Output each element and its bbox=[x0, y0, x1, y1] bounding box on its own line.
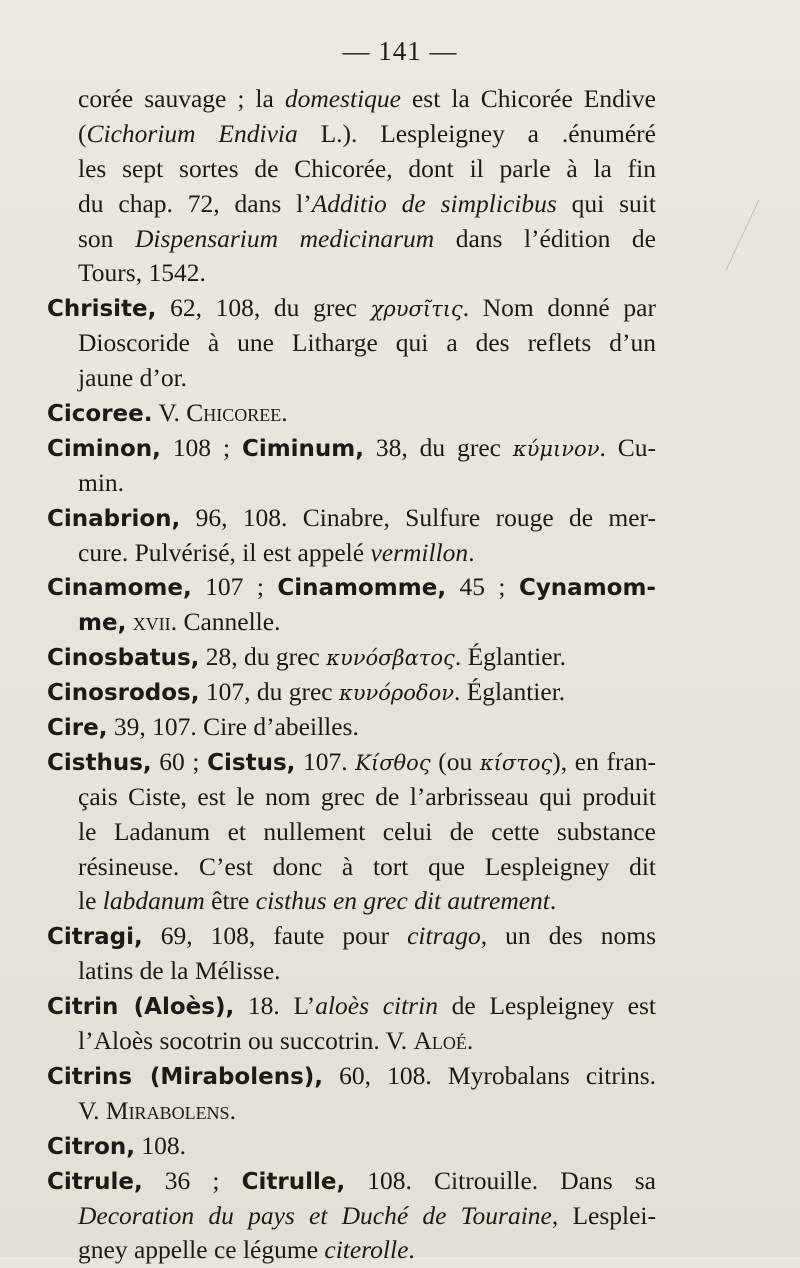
text-run: . bbox=[468, 537, 475, 567]
text-run: , Lesplei- bbox=[551, 1200, 656, 1230]
headword: Citragi, bbox=[47, 924, 143, 951]
text-run: Dioscoride à une Litharge qui a des reflets d’un bbox=[78, 328, 656, 358]
text-line bbox=[78, 1094, 656, 1129]
text-run: V. bbox=[152, 398, 187, 428]
headword: me, bbox=[78, 610, 127, 637]
greek-term: κυνόροδον bbox=[338, 681, 454, 706]
text-run: latins de la Mélisse. bbox=[78, 956, 281, 986]
greek-term: κίστος bbox=[479, 750, 553, 775]
headword: Cisthus, bbox=[47, 749, 152, 776]
text-run: qui suit bbox=[556, 188, 656, 218]
cross-reference: Chicoree bbox=[186, 398, 282, 428]
text-run: . bbox=[466, 1026, 474, 1056]
text-line bbox=[78, 117, 656, 152]
entry-line bbox=[47, 291, 656, 326]
italic-text: citerolle bbox=[324, 1235, 409, 1265]
page-number: — 141 — bbox=[342, 36, 458, 66]
text-run: ), en fran- bbox=[552, 746, 657, 776]
headword: Citrin (Aloès), bbox=[47, 994, 235, 1021]
cross-reference: Aloé bbox=[413, 1026, 467, 1056]
text-line bbox=[78, 815, 656, 850]
entry-line bbox=[47, 570, 656, 605]
greek-term: Κίσθος bbox=[355, 750, 431, 775]
text-run: gney appelle ce légume bbox=[78, 1235, 325, 1265]
entry-line bbox=[47, 919, 656, 954]
text-line bbox=[78, 884, 656, 919]
headword: Cistus, bbox=[207, 749, 296, 776]
entry-line bbox=[47, 745, 656, 780]
headword: Cynamom- bbox=[518, 575, 656, 602]
text-run: 108. Citrouille. Dans sa bbox=[345, 1165, 657, 1195]
headword: Cire, bbox=[47, 715, 108, 742]
text-run: 60 ; bbox=[151, 746, 208, 776]
text-line bbox=[78, 1199, 656, 1234]
text-run: . Nom donné par bbox=[462, 293, 656, 323]
cross-reference: Mirabolens bbox=[105, 1095, 230, 1125]
text-run: 38, du grec bbox=[364, 432, 513, 462]
text-run: . Églantier. bbox=[454, 642, 566, 672]
headword: Chrisite, bbox=[47, 296, 157, 323]
text-run: son bbox=[78, 223, 135, 253]
entry-line bbox=[47, 710, 656, 745]
text-run: l’Aloès socotrin ou succotrin. V. bbox=[78, 1026, 414, 1056]
text-run: est la Chicorée Endive bbox=[400, 84, 656, 113]
text-run: 62, 108, du grec bbox=[156, 293, 371, 323]
text-run: cure. Pulvérisé, il est appelé bbox=[78, 537, 371, 567]
text-line bbox=[78, 82, 656, 117]
text-line bbox=[78, 326, 656, 361]
italic-text: aloès citrin bbox=[315, 991, 438, 1021]
text-run: 96, 108. Cinabre, Sulfure rouge de mer- bbox=[180, 502, 656, 532]
bleed-through-mark bbox=[726, 200, 780, 270]
text-run: 18. L’ bbox=[234, 991, 316, 1021]
text-run: de Lespleigney est bbox=[437, 991, 657, 1021]
entry-line bbox=[47, 396, 656, 431]
text-run: . bbox=[549, 886, 557, 916]
greek-term: κυνόσβατος bbox=[326, 646, 455, 671]
text-run: résineuse. C’est donc à tort que Lespleigney dit bbox=[78, 851, 656, 881]
text-run: . bbox=[408, 1235, 415, 1265]
text-line bbox=[78, 536, 656, 571]
headword: Ciminon, bbox=[47, 435, 161, 462]
headword: Cinosrodos, bbox=[47, 680, 200, 707]
text-run: ( bbox=[78, 118, 87, 148]
headword: Cinosbatus, bbox=[47, 645, 200, 672]
text-run: le bbox=[78, 886, 103, 916]
text-line bbox=[78, 222, 656, 257]
text-run: Tours, 1542. bbox=[78, 258, 206, 288]
text-line bbox=[78, 152, 656, 187]
italic-text: labdanum bbox=[102, 886, 205, 916]
italic-text: vermillon bbox=[370, 537, 469, 567]
entry-line bbox=[47, 501, 656, 536]
text-line bbox=[78, 187, 656, 222]
text-run: . bbox=[281, 398, 288, 428]
text-run: 39, 107. Cire d’abeilles. bbox=[107, 712, 359, 742]
greek-term: κύμινον bbox=[512, 436, 600, 461]
text-run: . Cannelle. bbox=[170, 607, 281, 637]
text-line bbox=[78, 256, 656, 291]
italic-text: domestique bbox=[284, 84, 401, 113]
text-line bbox=[78, 1233, 656, 1268]
headword: Ciminum, bbox=[241, 435, 365, 462]
text-run: 45 ; bbox=[446, 572, 519, 602]
text-run: corée sauvage ; la bbox=[78, 84, 285, 113]
entry-line bbox=[47, 1164, 656, 1199]
text-run: 108. bbox=[135, 1130, 187, 1160]
headword: Cinamomme, bbox=[277, 575, 447, 602]
text-run: . Cu- bbox=[599, 432, 656, 462]
text-line bbox=[78, 466, 656, 501]
italic-text: Dispensarium medicinarum bbox=[134, 223, 435, 253]
text-run: jaune d’or. bbox=[78, 363, 188, 393]
text-line bbox=[78, 1024, 656, 1059]
text-run: dans l’édition de bbox=[434, 223, 656, 253]
entry-line bbox=[47, 431, 656, 466]
cross-reference: xvii bbox=[132, 607, 171, 637]
greek-term: χρυσῖτις bbox=[370, 297, 463, 322]
text-line bbox=[78, 361, 656, 396]
text-run: min. bbox=[78, 467, 125, 497]
text-run: être bbox=[204, 886, 256, 916]
text-run: 36 ; bbox=[142, 1165, 242, 1195]
italic-text: cisthus en grec dit autrement bbox=[255, 886, 550, 916]
text-run: V. bbox=[78, 1095, 106, 1125]
text-run: du chap. 72, dans l’ bbox=[78, 188, 312, 218]
text-line bbox=[78, 605, 656, 640]
italic-text: Cichorium Endivia bbox=[86, 118, 298, 148]
text-line bbox=[78, 954, 656, 989]
headword: Citrule, bbox=[47, 1168, 143, 1195]
entry-line bbox=[47, 640, 656, 675]
text-line bbox=[78, 780, 656, 815]
headword: Citron, bbox=[47, 1133, 136, 1160]
italic-text: Additio de simplicibus bbox=[311, 188, 557, 218]
text-line bbox=[78, 850, 656, 885]
headword: Cicoree. bbox=[47, 401, 153, 428]
text-run: 28, du grec bbox=[199, 642, 327, 672]
text-run: les sept sortes de Chicorée, dont il parle à la fin bbox=[78, 153, 656, 183]
text-run: 60, 108. Myrobalans citrins. bbox=[323, 1060, 656, 1090]
text-run: (ou bbox=[430, 746, 480, 776]
headword: Cinamome, bbox=[47, 575, 192, 602]
text-run: 69, 108, faute pour bbox=[142, 921, 408, 951]
headword: Citrulle, bbox=[241, 1168, 346, 1195]
italic-text: Decoration du pays et Duché de Touraine bbox=[78, 1200, 552, 1230]
text-run: un des noms bbox=[487, 921, 656, 951]
entry-line bbox=[47, 989, 656, 1024]
text-run: çais Ciste, est le nom grec de l’arbrisseau qui produit bbox=[78, 781, 656, 811]
text-run: . Églantier. bbox=[453, 677, 566, 707]
text-run: le Ladanum et nullement celui de cette substance bbox=[78, 816, 656, 846]
headword: Citrins (Mirabolens), bbox=[47, 1063, 324, 1090]
text-run: 107. bbox=[295, 746, 356, 776]
entry-line bbox=[47, 1059, 656, 1094]
text-run: 108 ; bbox=[160, 432, 242, 462]
text-run: . bbox=[229, 1095, 236, 1125]
text-run: 107, du grec bbox=[199, 677, 339, 707]
entry-line bbox=[47, 1129, 656, 1164]
headword: Cinabrion, bbox=[47, 505, 181, 532]
italic-text: citrago, bbox=[407, 921, 488, 951]
glossary-text-block bbox=[47, 82, 657, 1268]
text-run: L.). Lespleigney a .énuméré bbox=[297, 118, 656, 148]
entry-line bbox=[47, 675, 656, 710]
text-run: 107 ; bbox=[191, 572, 278, 602]
